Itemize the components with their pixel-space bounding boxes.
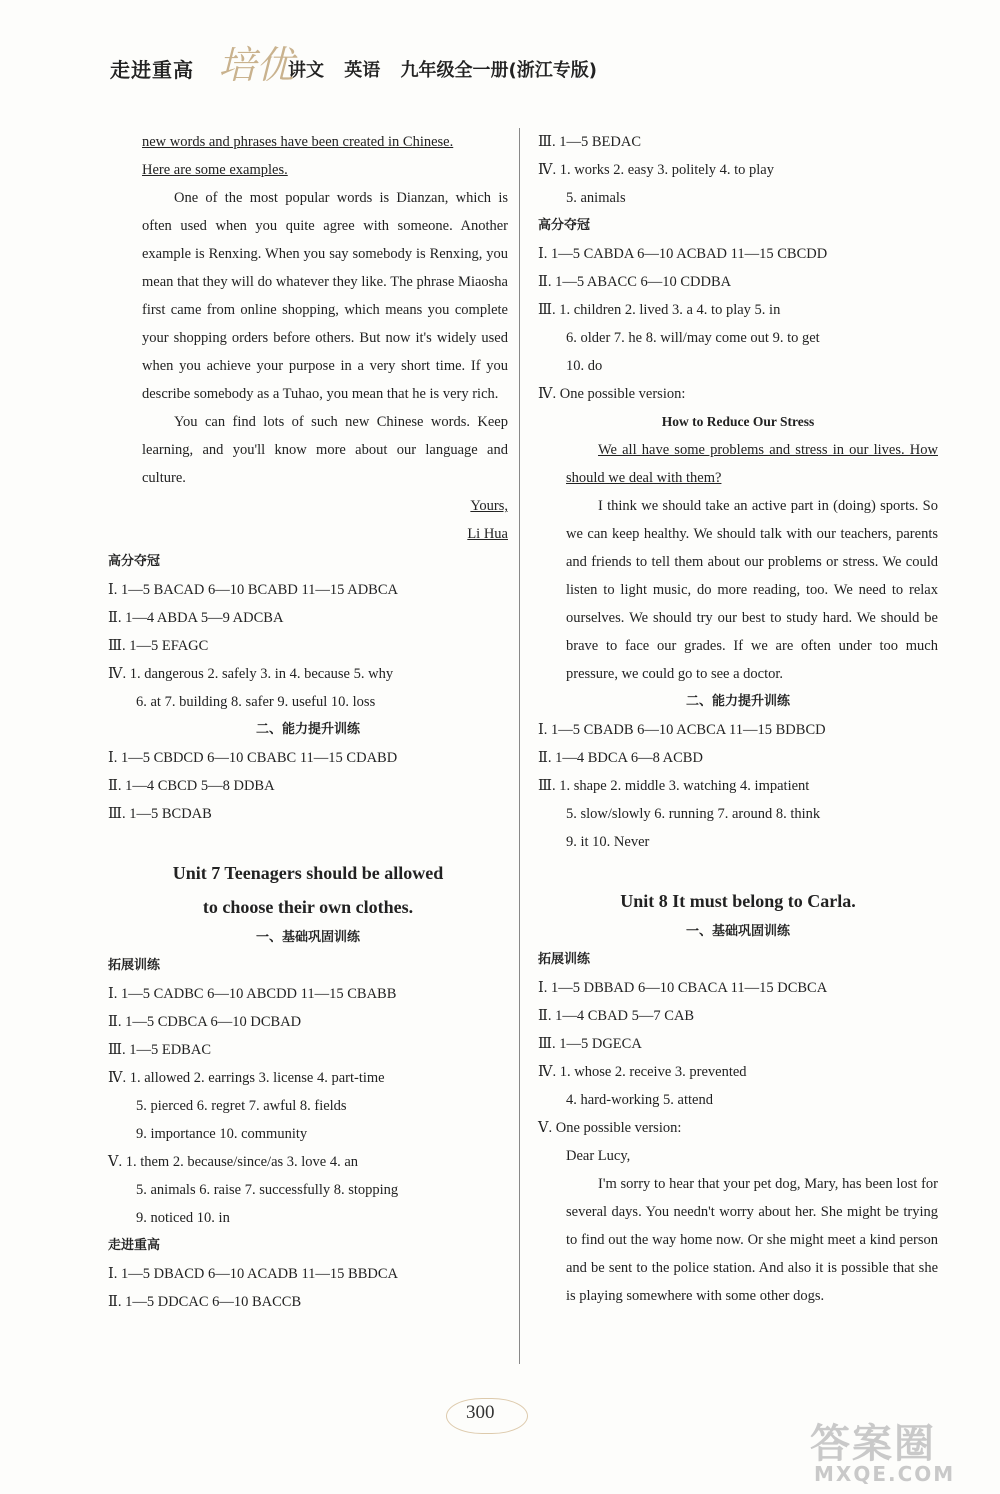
page-footer xyxy=(446,1398,566,1438)
right-column xyxy=(538,128,938,1310)
section-heading: 二、能力提升训练 xyxy=(685,694,790,709)
letter-signature: Li Hua xyxy=(467,526,508,542)
answer-row: 4. hard-working 5. attend xyxy=(566,1092,713,1108)
section-heading: 一、基础巩固训练 xyxy=(255,930,360,945)
answer-row: Ⅳ. 1. dangerous 2. safely 3. in 4. because 5. why xyxy=(108,666,394,682)
answer-row: Ⅰ. 1—5 CADBC 6—10 ABCDD 11—15 CBABB xyxy=(108,986,397,1002)
answer-row: Ⅲ. 1. children 2. lived 3. a 4. to play 5. in xyxy=(538,302,781,318)
answer-row: Ⅴ. One possible version: xyxy=(538,1120,682,1136)
answer-row: Ⅰ. 1—5 CBDCD 6—10 CBABC 11—15 CDABD xyxy=(108,750,398,766)
watermark xyxy=(810,1412,970,1487)
unit-title: Unit 7 Teenagers should be allowed xyxy=(172,863,444,883)
letter-line: Here are some examples. xyxy=(142,162,288,178)
unit-title: Unit 8 It must belong to Carla. xyxy=(620,891,856,911)
answer-row: Ⅰ. 1—5 DBACD 6—10 ACADB 11—15 BBDCA xyxy=(108,1266,398,1282)
answer-row: Ⅲ. 1—5 EDBAC xyxy=(108,1042,212,1058)
answer-row: 9. importance 10. community xyxy=(136,1126,308,1142)
answer-row: Ⅲ. 1—5 BCDAB xyxy=(108,806,212,822)
answer-row: Ⅱ. 1—4 CBCD 5—8 DDBA xyxy=(108,778,275,794)
answer-row: Ⅰ. 1—5 CABDA 6—10 ACBAD 11—15 CBCDD xyxy=(538,246,828,262)
answer-row: Ⅱ. 1—5 DDCAC 6—10 BACCB xyxy=(108,1294,302,1310)
page-header xyxy=(100,43,900,118)
answer-row: Ⅱ. 1—4 ABDA 5—9 ADCBA xyxy=(108,610,284,626)
answer-row: 5. slow/slowly 6. running 7. around 8. think xyxy=(566,806,821,822)
answer-row: Ⅲ. 1. shape 2. middle 3. watching 4. impatient xyxy=(538,778,810,794)
section-heading: 高分夺冠 xyxy=(108,554,161,569)
answer-row: 9. it 10. Never xyxy=(566,834,650,850)
watermark-text: 答案圈 xyxy=(810,1421,936,1467)
answer-row: Ⅳ. One possible version: xyxy=(538,386,686,402)
brand-logo: 培优 xyxy=(218,43,295,87)
answer-row: Ⅲ. 1—5 EFAGC xyxy=(108,638,209,654)
page-number: 300 xyxy=(466,1402,495,1423)
essay-title: How to Reduce Our Stress xyxy=(661,414,815,429)
answer-row: 5. animals 6. raise 7. successfully 8. stopping xyxy=(136,1182,399,1198)
column-divider xyxy=(519,128,520,1364)
section-heading: 二、能力提升训练 xyxy=(255,722,360,737)
answer-row: 9. noticed 10. in xyxy=(136,1210,230,1226)
answer-row: 10. do xyxy=(566,358,603,374)
answer-row: Ⅱ. 1—5 ABACC 6—10 CDDBA xyxy=(538,274,732,290)
answer-row: 5. pierced 6. regret 7. awful 8. fields xyxy=(136,1098,347,1114)
left-column xyxy=(108,128,508,1316)
watermark-url: MXQE.COM xyxy=(814,1462,956,1486)
answer-row: Ⅰ. 1—5 CBADB 6—10 ACBCA 11—15 BDBCD xyxy=(538,722,826,738)
answer-row: Ⅴ. 1. them 2. because/since/as 3. love 4. an xyxy=(108,1154,359,1170)
answer-row: 6. older 7. he 8. will/may come out 9. to get xyxy=(566,330,820,346)
answer-row: Ⅳ. 1. whose 2. receive 3. prevented xyxy=(538,1064,747,1080)
section-heading: 拓展训练 xyxy=(108,958,161,973)
answer-row: 5. animals xyxy=(566,190,626,206)
essay-body: I think we should take an active part in (doing) sports. So we can keep healthy. We should talk with our teachers, parents and friends to tell them about our problems or stress. We could listen to light music, do more reading, too. We need to relax ourselves. We should try our best to study hard. We should be brave to face our grades. If we are often under too much pressure, we could go to see a doctor. xyxy=(566,498,938,682)
answer-row: Ⅱ. 1—5 CDBCA 6—10 DCBAD xyxy=(108,1014,302,1030)
section-heading: 高分夺冠 xyxy=(538,218,591,233)
section-heading: 走进重高 xyxy=(108,1238,161,1253)
book-title: 讲文 英语 九年级全一册(浙江专版) xyxy=(288,60,597,81)
letter-paragraph: You can find lots of such new Chinese words. Keep learning, and you'll know more about our language and culture. xyxy=(142,414,508,486)
answer-row: Ⅳ. 1. works 2. easy 3. politely 4. to play xyxy=(538,162,774,178)
answer-row: Ⅲ. 1—5 DGECA xyxy=(538,1036,642,1052)
series-title: 走进重高 xyxy=(110,58,194,82)
essay-intro: We all have some problems and stress in our lives. How should we deal with them? xyxy=(566,442,938,486)
answer-row: Ⅲ. 1—5 BEDAC xyxy=(538,134,642,150)
letter-line: new words and phrases have been created in Chinese. xyxy=(142,134,454,150)
answer-row: Ⅱ. 1—4 BDCA 6—8 ACBD xyxy=(538,750,703,766)
letter-body: I'm sorry to hear that your pet dog, Mary, has been lost for several days. You needn't worry about her. She might be trying to find out the way home now. Or she might meet a kind person and be sent to the police station. And also it is possible that she is playing somewhere with some other dogs. xyxy=(566,1176,938,1304)
section-heading: 拓展训练 xyxy=(538,952,591,967)
letter-closing: Yours, xyxy=(470,498,508,514)
letter-paragraph: One of the most popular words is Dianzan, which is often used when you quite agree with someone. Another example is Renxing. When you say somebody is Renxing, you mean that they will do whatever they like. The phrase Miaosha first came from online shopping, which means you complete your shopping orders before others. But now it's widely used when you achieve your purpose in a very short time. If you describe somebody as a Tuhao, you mean that he is very rich. xyxy=(142,190,508,402)
answer-row: 6. at 7. building 8. safer 9. useful 10. loss xyxy=(136,694,376,710)
letter-salutation: Dear Lucy, xyxy=(566,1148,631,1164)
answer-row: Ⅱ. 1—4 CBAD 5—7 CAB xyxy=(538,1008,695,1024)
unit-subtitle: to choose their own clothes. xyxy=(202,897,414,917)
answer-row: Ⅰ. 1—5 DBBAD 6—10 CBACA 11—15 DCBCA xyxy=(538,980,828,996)
answer-row: Ⅰ. 1—5 BACAD 6—10 BCABD 11—15 ADBCA xyxy=(108,582,398,598)
answer-row: Ⅳ. 1. allowed 2. earrings 3. license 4. part-time xyxy=(108,1070,385,1086)
section-heading: 一、基础巩固训练 xyxy=(685,924,790,939)
